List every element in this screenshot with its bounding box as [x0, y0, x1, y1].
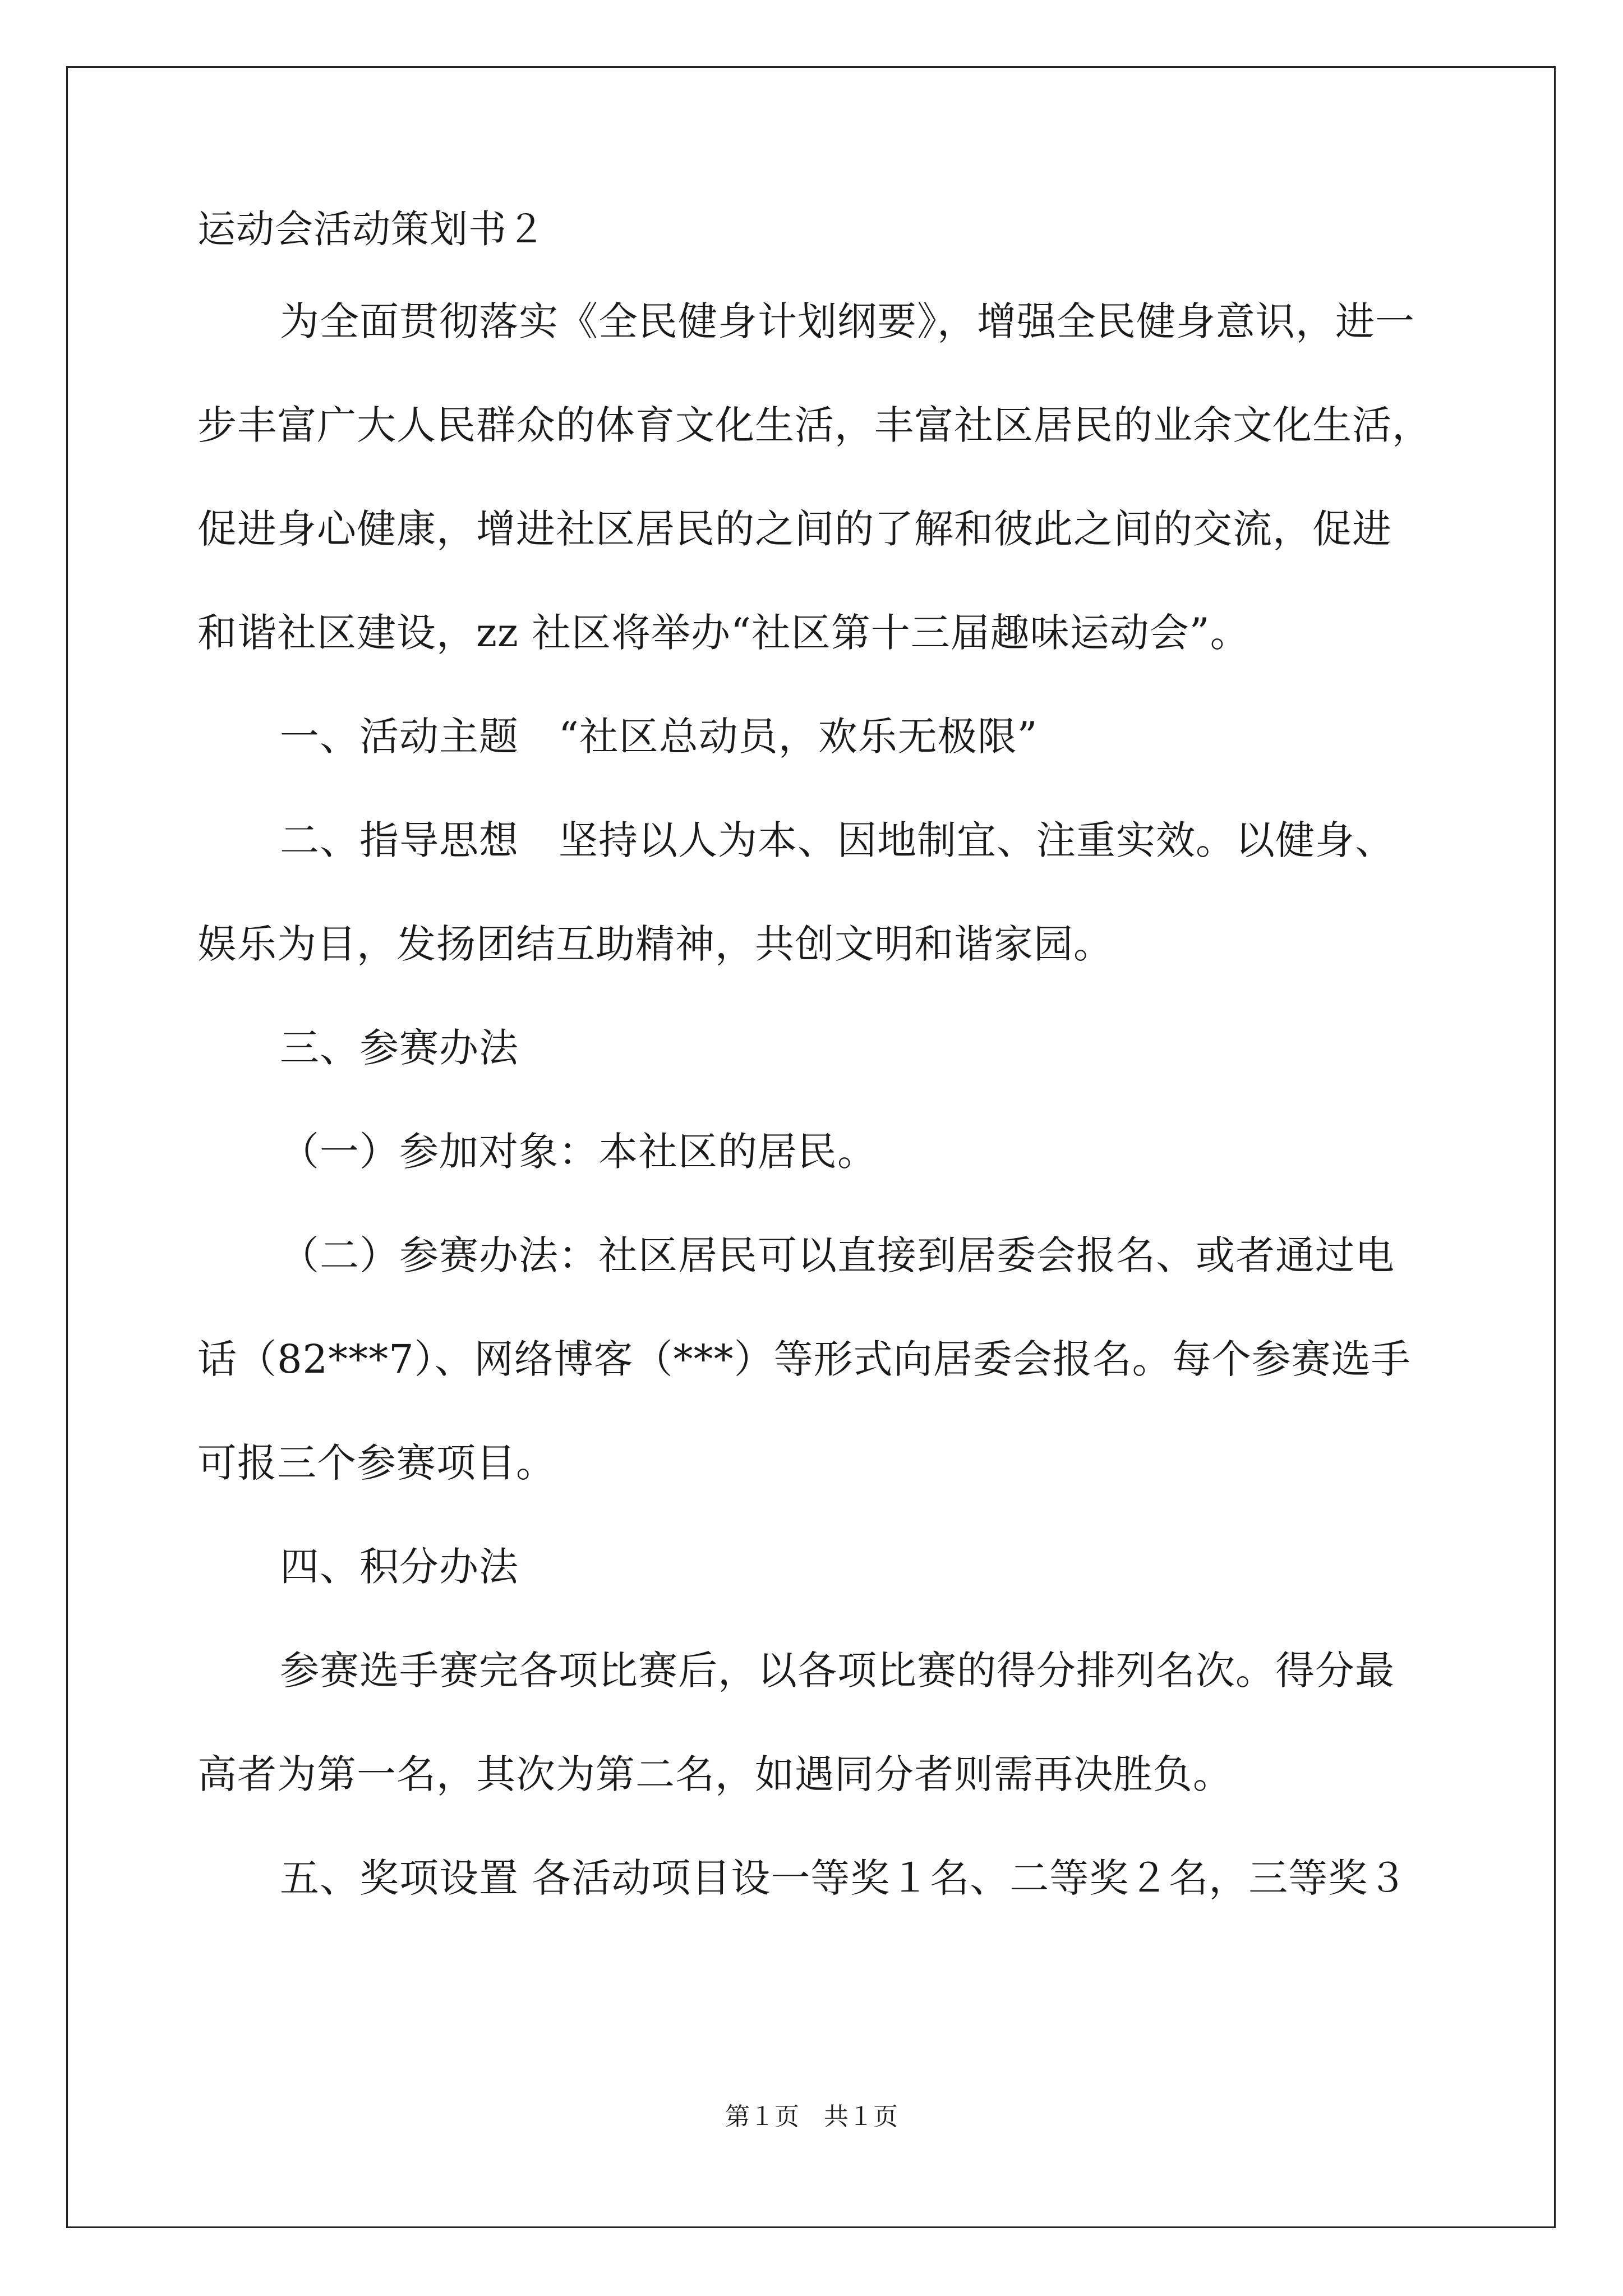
- paragraph-line: 促进身心健康，增进社区居民的之间的了解和彼此之间的交流，促进: [197, 506, 1392, 552]
- paragraph-line: 娱乐为目，发扬团结互助精神，共创文明和谐家园。: [197, 921, 1113, 967]
- section-heading: 五、奖项设置 各活动项目设一等奖１名、二等奖２名，三等奖３: [280, 1855, 1408, 1901]
- section-heading: 三、参赛办法: [280, 1025, 519, 1071]
- paragraph-line: 步丰富广大人民群众的体育文化生活，丰富社区居民的业余文化生活，: [197, 402, 1432, 448]
- paragraph-line: 高者为第一名，其次为第二名，如遇同分者则需再决胜负。: [197, 1751, 1233, 1797]
- section-heading: 二、指导思想 坚持以人为本、因地制宜、注重实效。以健身、: [280, 817, 1395, 863]
- paragraph-line: 可报三个参赛项目。: [197, 1440, 556, 1486]
- paragraph-line: （一）参加对象：本社区的居民。: [280, 1129, 877, 1175]
- paragraph-line: 为全面贯彻落实《全民健身计划纲要》，增强全民健身意识，进一: [280, 298, 1415, 344]
- paragraph-line: 话（82***7）、网络博客（***）等形式向居委会报名。每个参赛选手: [197, 1336, 1411, 1382]
- document-title: 运动会活动策划书２: [197, 208, 546, 252]
- paragraph-line: （二）参赛办法：社区居民可以直接到居委会报名、或者通过电: [280, 1232, 1395, 1278]
- paragraph-line: 和谐社区建设，zz 社区将举办“社区第十三届趣味运动会”。: [197, 610, 1250, 656]
- section-heading: 四、积分办法: [280, 1544, 519, 1590]
- page-number-footer: 第１页 共１页: [725, 2102, 898, 2131]
- paragraph-line: 参赛选手赛完各项比赛后，以各项比赛的得分排列名次。得分最: [280, 1648, 1395, 1694]
- section-heading: 一、活动主题 “社区总动员，欢乐无极限”: [280, 714, 1038, 760]
